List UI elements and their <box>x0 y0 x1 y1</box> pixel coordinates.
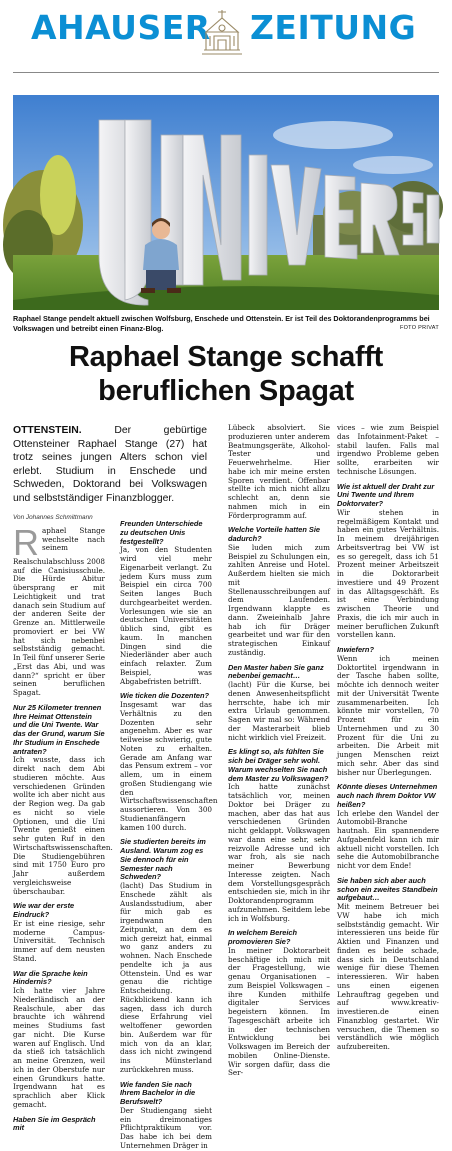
masthead <box>0 0 452 70</box>
interview-answer: In meiner Doktorarbeit beschäftige ich mich mit der Fragestellung, wie genau Organisationen – zum Beispiel Volkswagen – ihre Kunden mithilfe digitaler Services begeistern können. Im Tagesgeschäft arbeite ich in der technischen Entwicklung bei Volkswagen im Bereich der mobilen Online-Dienste. Wir sorgen dafür, dass die Ser- <box>228 945 330 1078</box>
interview-answer: Lübeck absolviert. Sie produzieren unter anderem Beatmungsgeräte, Alkohol-Tester und Feuerwehrhelme. Hier habe ich mir meine ersten Sporen verdient. Offenbar stellte ich mich nicht allzu schlecht an, denn sie nahmen mich in ein Förderprogramm auf. <box>228 423 330 520</box>
interview-answer: Ich wusste, dass ich direkt nach dem Abi studieren möchte. Aus verschiedenen Gründen wollte ich aber nicht aus der Region weg. Da gab es nicht so viele Optionen, und die Uni Twente genießt einen sehr guten Ruf in den Wirtschaftswissenschaften. Die Studiengebühren sind mit 1750 Euro pro Jahr außerdem vergleichsweise überschaubar. <box>13 755 113 896</box>
interview-answer: Wir stehen in regelmäßigem Kontakt und haben ein gutes Verhältnis. In meinem dreijährigen Arbeitsvertrag bei VW ist es so geregelt, dass ich 51 Prozent meiner Arbeitszeit in die Doktorarbeit investiere und 49 Prozent in das Alltagsgeschäft. Es ist eine Verbindung zwischen Theorie und Praxis, die ich mir auch in meiner beruflichen Zukunft vorstellen kann. <box>337 507 439 640</box>
column-2-body <box>120 519 218 1151</box>
interview-question: Es klingt so, als fühlten Sie sich bei Dräger sehr wohl. Warum wechselten Sie nach dem Master zu Volkswagen? <box>228 747 329 783</box>
masthead-rule <box>13 72 439 73</box>
interview-question: Könnte dieses Unternehmen auch nach Ihrem Doktor VW heißen? <box>337 782 438 809</box>
interview-question: Welche Vorteile hatten Sie dadurch? <box>228 525 320 543</box>
interview-question: Haben Sie im Gespräch mit <box>13 1114 96 1133</box>
interview-question: Den Master haben Sie ganz nebenbei gemacht… <box>228 662 324 681</box>
photo-caption <box>13 314 439 333</box>
interview-answer: Der Studiengang sieht ein dreimonatiges Pflichtpraktikum vor. Das habe ich bei dem Unternehmen Dräger in <box>120 1105 212 1150</box>
masthead-title-right: ZEITUNG <box>250 8 417 47</box>
interview-question: Freunden Unterschiede zu deutschen Unis festgestellt? <box>120 519 203 546</box>
interview-question: Wie ticken die Dozenten? <box>120 691 210 701</box>
article-column-1 <box>13 514 113 1133</box>
interview-question: Wie war der erste Eindruck? <box>13 901 75 919</box>
interview-answer: vices – wie zum Beispiel das Infotainment-Paket – stabil laufen. Falls mal irgendwo Probleme geben sollte, erarbeiten wir technische Lösungen. <box>337 423 439 476</box>
interview-question: War die Sprache kein Hindernis? <box>13 968 88 987</box>
town-crest-icon <box>198 6 246 56</box>
column-4-body <box>337 424 439 1052</box>
article-headline: Raphael Stange schafft beruflichen Spagat <box>68 341 384 407</box>
interview-answer: aphael Stange wechselte nach seinem Realschulabschluss 2008 auf die Canisiusschule. Die Hürde Abitur übersprang er mit Leichtigkeit und trat danach sein Studium auf der anderen Seite der Grenze an. Mittlerweile promoviert er bei VW hat sich nebenbei selbstständig gemacht. In Teil fünf unserer Serie „Erst das Abi, und was dann?“ spricht er über seinen beruflichen Spagat. <box>13 525 105 697</box>
article-lead <box>13 424 207 506</box>
column-1-body <box>13 521 113 1133</box>
caption-text: Raphael Stange pendelt aktuell zwischen Wolfsburg, Enschede und Ottenstein. Er ist Teil des Doktorandenprogramms bei Volkswagen und betreibt einen Finanz-Blog. <box>13 314 430 333</box>
lead-place: OTTENSTEIN. <box>13 425 82 436</box>
column-3-body <box>228 424 330 1078</box>
interview-answer: Er ist eine riesige, sehr moderne Campus-Universität. Technisch immer auf dem neusten Stand. <box>13 918 105 963</box>
interview-answer: Ja, von den Studenten wird viel mehr Eigenarbeit verlangt. Zu jedem Kurs muss zum Beispiel ein circa 700 Seiten langes Buch durchgearbeitet werden. Vorlesungen wie sie an deutschen Universitäten üblich sind, gibt es kaum. In manchen Dingen sind die Niederländer aber auch einfach relaxter. Zum Beispiel, was Abgabefristen betrifft. <box>120 545 212 686</box>
interview-answer: Ich erlebe den Wandel der Automobil-Branche hautnah. Ein spannendere Aufgabenfeld kann ich mir aktuell nicht vorstellen. Ich sehe die Automobilbranche nicht vor dem Ende! <box>337 808 439 870</box>
interview-question: Wie fanden Sie nach Ihrem Bachelor in die Berufswelt? <box>120 1079 196 1106</box>
byline: Von Johannes Schmittmann <box>13 514 93 521</box>
interview-answer: Ich hatte zunächst tatsächlich vor, meinen Doktor bei Dräger zu machen, aber das hat aus verschiedenen Gründen nicht geklappt. Volkswagen war dann eine sehr, sehr reizvolle Adresse und ich war froh, als sie nach meiner Bewerbung Interesse zeigten. Nach dem Vorstellungsgespräch entschieden sie, mich in ihr Doktorandenprogramm aufzunehmen. Seitdem lebe ich in Wolfsburg. <box>228 782 330 923</box>
interview-answer: (lacht) Das Studium in Enschede zählt als Auslandsstudium, aber für mich gab es irgendwann den Zeitpunkt, an dem es mich gereizt hat, einmal wo ganz anders zu wohnen. Nach Enschede pendelte ich ja aus Ottenstein. Und es war genau die richtige Entscheidung. Rückblickend kann ich sagen, dass ich durch diese Erfahrung viel weltoffener geworden bin. Außerdem war für mich von da an klar, dass ich nicht zwingend ins Münsterland zurückkehren muss. <box>120 881 212 1074</box>
university-sign-photo <box>13 95 439 310</box>
interview-question: Wie ist aktuell der Draht zur Uni Twente und Ihrem Doktorvater? <box>337 481 435 508</box>
interview-answer: Mit meinem Betreuer bei VW habe ich mich selbstständig gemacht. Wir interessieren uns beide für Aktien und Finanzen und finden es beide schade, dass sich in Deutschland wenige für diese Themen interessieren. Wir haben uns einen eigenen Lehrauftrag gegeben und auf www.kreativ-investieren.de einen Finanzblog gestartet. Wir versuchen, die Themen so verständlich wie möglich aufzubereiten. <box>337 902 439 1051</box>
drop-cap: R <box>13 521 39 563</box>
interview-answer: Insgesamt war das Verhältnis zu den Dozenten sehr angenehm. Aber es war teilweise schwierig, gute Noten zu erhalten. Gerade am Anfang war das Pensum extrem – vor allem, um in einem großen Studiengang wie den Wirtschaftswissenschaften aussortieren. Von 300 Studienanfängern kamen 100 durch. <box>120 700 218 832</box>
article-column-2 <box>120 514 218 1150</box>
article-column-4 <box>337 423 439 1051</box>
lead-text: Der gebürtige Ottensteiner Raphael Stange (27) hat trotz seines jungen Alters schon viel erlebt. Studium in Enschede und Schweden, Doktorand bei Volkswagen und selbstständiger Finanzblogger. <box>13 425 207 504</box>
masthead-title-left: AHAUSER <box>31 8 211 47</box>
interview-question: Sie haben sich aber auch schon ein zweites Standbein aufgebaut… <box>337 875 438 903</box>
interview-answer: Ich hatte vier Jahre Niederländisch an der Realschule, aber das brauchte ich während meines Studiums fast gar nicht. Die Kurse waren auf Englisch. Und da stieß ich tatsächlich an meine Grenzen, weil ich in der Oberstufe nur einen Grundkurs hatte. Irgendwann hat es sprachlich aber Klick gemacht. <box>13 986 105 1109</box>
interview-question: Inwiefern? <box>337 645 374 654</box>
interview-question: In welchem Bereich promovieren Sie? <box>228 928 298 946</box>
article-photo <box>13 95 439 310</box>
interview-answer: Wenn ich meinen Doktortitel irgendwann in der Tasche haben sollte, möchte ich dennoch weiter mit der Universität Twente zusammenarbeiten. Ich könnte mir vorstellen, 70 Prozent für ein Unternehmen und zu 30 Prozent für die Uni zu arbeiten. Die Arbeit mit jungen Menschen reizt mich sehr. Aber das sind bisher nur Überlegungen. <box>337 653 439 777</box>
article-column-3 <box>228 423 330 1078</box>
interview-answer: (lacht) Für die Kurse, bei denen Anwesenheitspflicht herrschte, habe ich mir extra Urlaub genommen. Sagen wir mal so: Während der Masterarbeit blieb nicht wirklich viel Freizeit. <box>228 680 330 742</box>
interview-answer: Sie luden mich zum Beispiel zu Schulungen ein, zahlten Anreise und Hotel. Außerdem hielten sie mich mit Stellenausschreibungen auf dem Laufenden. Irgendwann klappte es dann. Zweieinhalb Jahre hab ich für Dräger gearbeitet und war für den strategischen Einkauf zuständig. <box>228 542 330 657</box>
interview-question: Nur 25 Kilometer trennen Ihre Heimat Ottenstein und die Uni Twente. War das der Grund, warum Sie Ihr Studium in Enschede antraten? <box>13 702 105 756</box>
photo-credit: FOTO PRIVAT <box>399 324 439 331</box>
interview-question: Sie studierten bereits im Ausland. Warum zog es Sie dennoch für ein Semester nach Schweden? <box>120 837 206 882</box>
